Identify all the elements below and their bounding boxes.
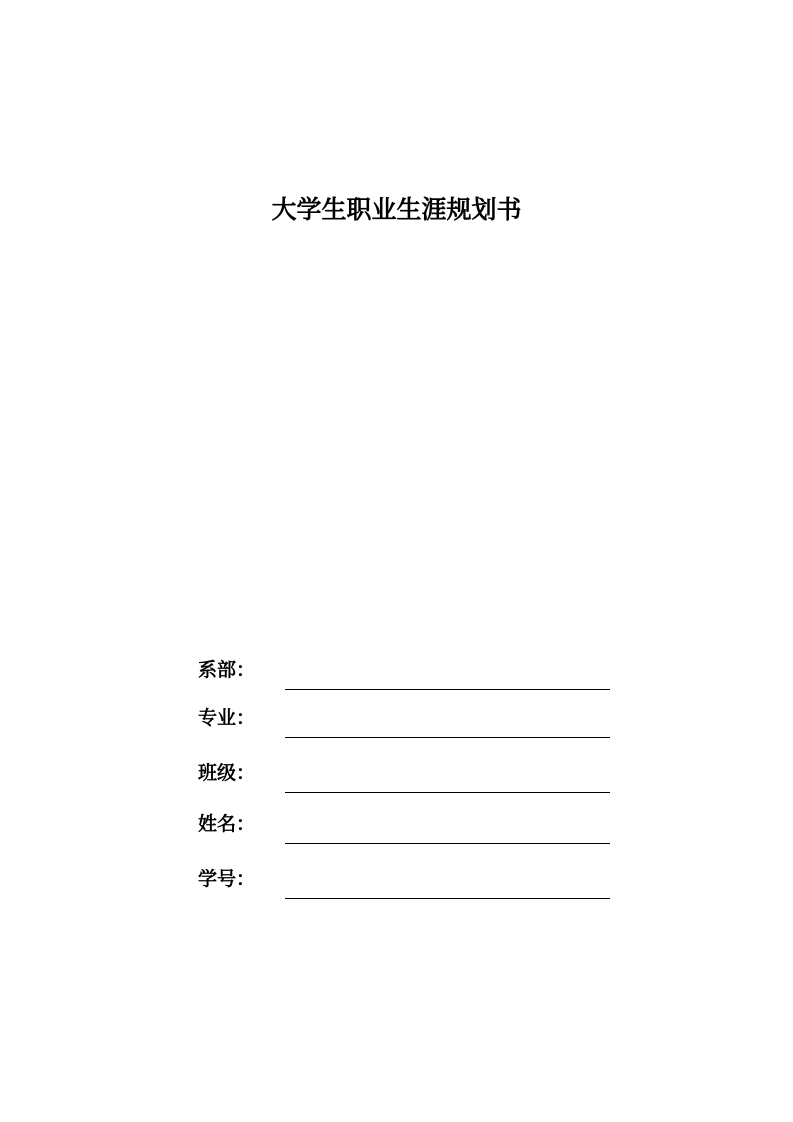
page-title: 大学生职业生涯规划书 — [271, 195, 522, 224]
class-fill-line[interactable] — [285, 792, 610, 793]
field-label: 系部： — [198, 659, 256, 681]
field-label: 专业： — [198, 707, 256, 729]
major-fill-line[interactable] — [285, 737, 610, 738]
name-fill-line[interactable] — [285, 843, 610, 844]
department-fill-line[interactable] — [285, 689, 610, 690]
field-label: 学号： — [198, 868, 256, 890]
student-id-fill-line[interactable] — [285, 898, 610, 899]
field-department — [198, 656, 610, 692]
field-name — [198, 810, 610, 846]
field-student-id — [198, 865, 610, 901]
field-major — [198, 704, 610, 740]
field-class — [198, 759, 610, 795]
field-label: 姓名： — [198, 813, 256, 835]
field-label: 班级： — [198, 762, 256, 784]
